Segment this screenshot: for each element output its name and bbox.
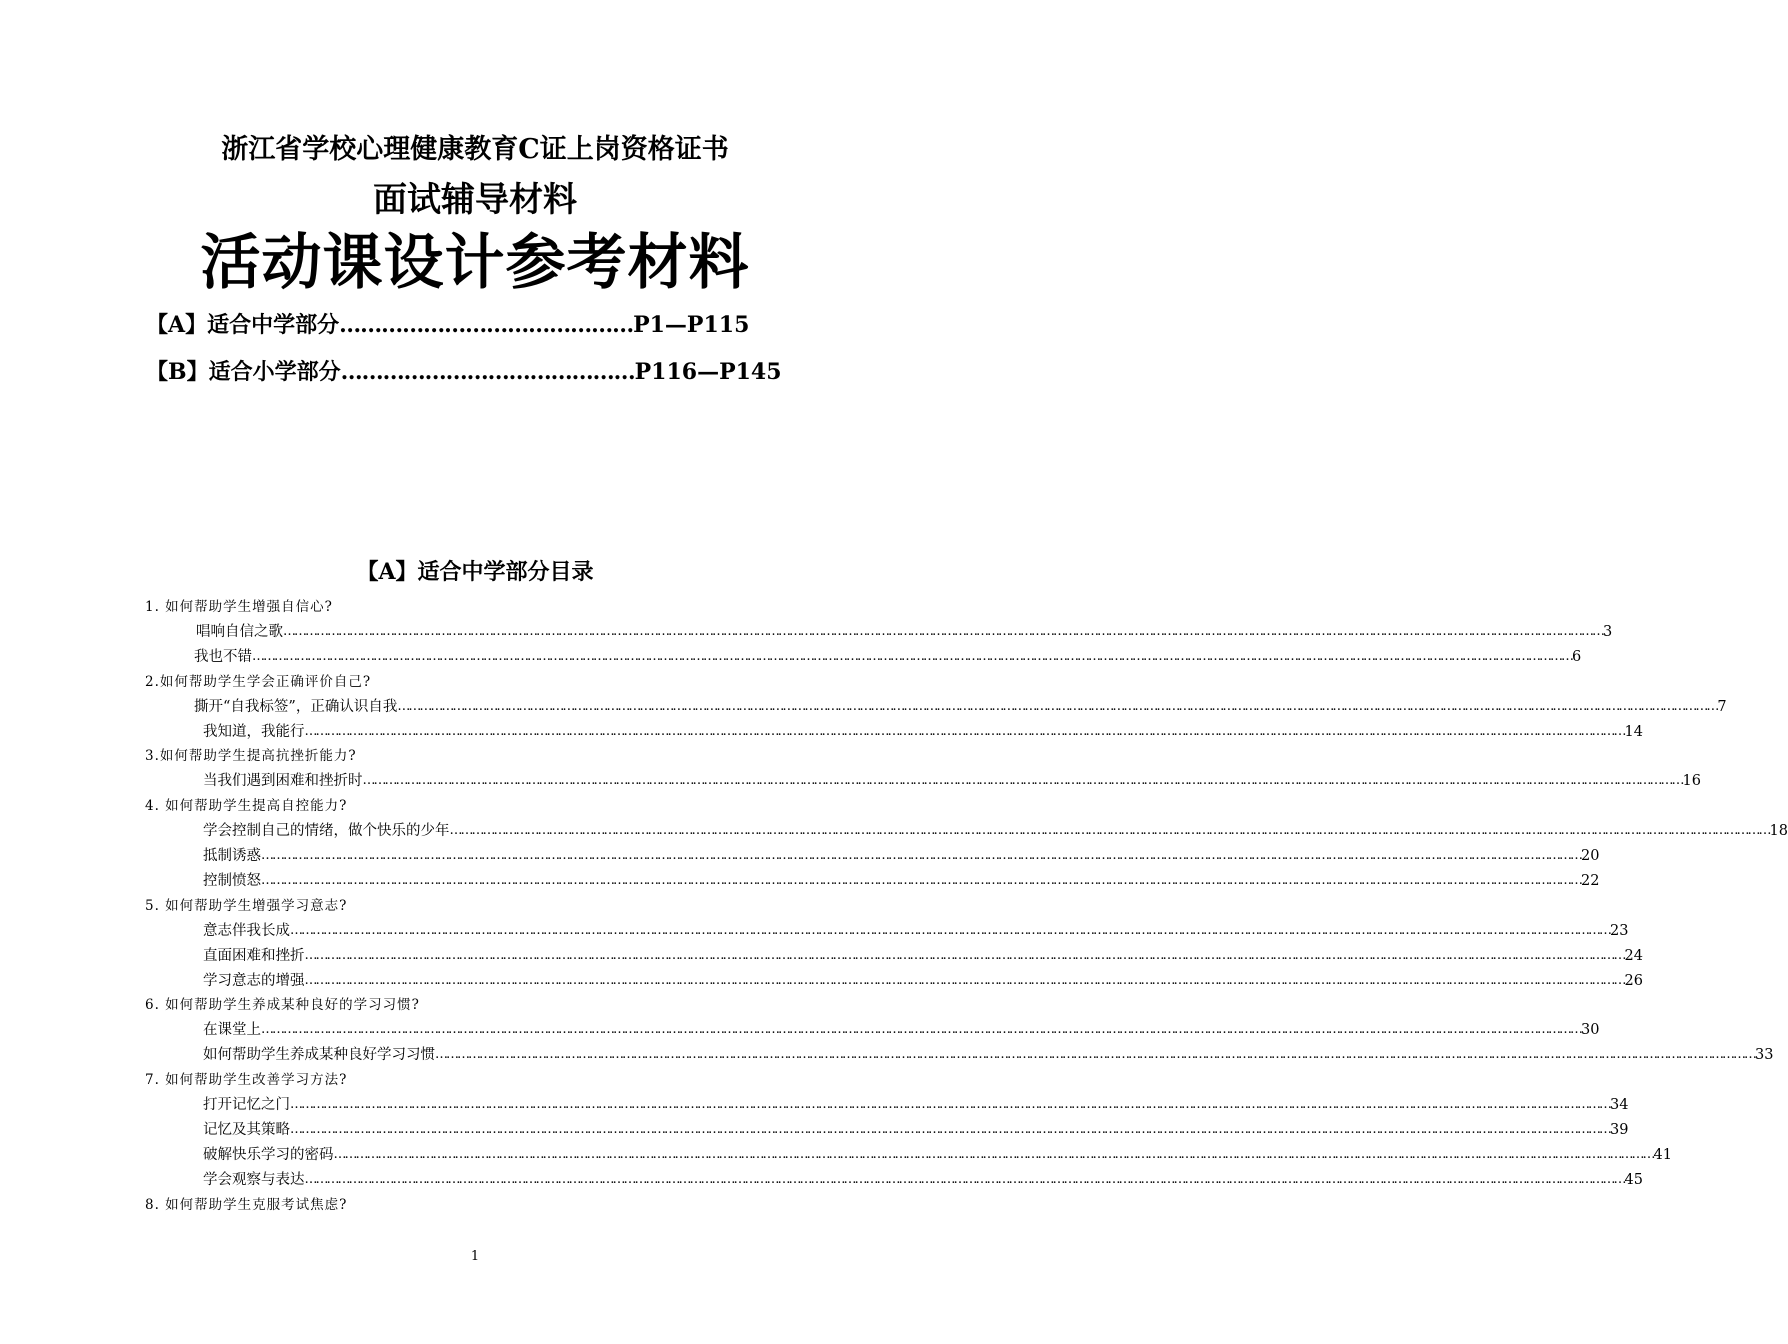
toc-entry-page: 24 <box>1624 948 1643 964</box>
page-number: 1 <box>470 1249 480 1264</box>
toc-dot-leader: ……………………………………………………………………………………………………………………………………………………………………………………………………………………………………………………………………………………………………………………………… <box>261 1022 1581 1037</box>
toc-entry-page: 7 <box>1717 699 1727 715</box>
toc-entry-page: 39 <box>1610 1122 1629 1138</box>
toc-entry[interactable] <box>203 971 1643 991</box>
part-a-range: P1—P115 <box>633 312 750 338</box>
toc-entry-title: 唱响自信之歌 <box>196 624 283 640</box>
part-a-leader: …………………………………… <box>339 312 634 338</box>
toc-entry-page: 3 <box>1603 624 1613 640</box>
toc-entry-title: 学会控制自己的情绪，做个快乐的少年 <box>203 823 450 839</box>
toc-entry-title: 打开记忆之门 <box>203 1097 290 1113</box>
toc-entry-page: 16 <box>1682 773 1701 789</box>
document-title-line-1: 浙江省学校心理健康教育C证上岗资格证书 <box>221 134 729 165</box>
toc-entry-title: 控制愤怒 <box>203 873 261 889</box>
toc-dot-leader: ……………………………………………………………………………………………………………………………………………………………………………………………………………………………………………………………………………………………………………………………… <box>304 948 1625 963</box>
toc-entry[interactable] <box>203 921 1629 941</box>
toc-entry[interactable] <box>203 1170 1643 1190</box>
toc-entry-title: 当我们遇到困难和挫折时 <box>203 773 363 789</box>
toc-entry-page: 41 <box>1653 1147 1672 1163</box>
toc-question: 2.如何帮助学生学会正确评价自己? <box>145 674 372 690</box>
toc-question: 4. 如何帮助学生提高自控能力? <box>145 798 348 814</box>
toc-dot-leader: ……………………………………………………………………………………………………………………………………………………………………………………………………………………………………………………………………………………………………………………………… <box>304 1172 1625 1187</box>
toc-entry[interactable] <box>203 946 1643 966</box>
toc-dot-leader: ……………………………………………………………………………………………………………………………………………………………………………………………………………………………………………………………………………………………………………………………… <box>435 1047 1755 1062</box>
toc-entry-page: 23 <box>1610 923 1629 939</box>
document-title-line-2: 面试辅导材料 <box>373 180 577 220</box>
toc-entry-title: 如何帮助学生养成某种良好学习习惯 <box>203 1047 435 1063</box>
toc-entry-title: 抵制诱惑 <box>203 848 261 864</box>
toc-entry-title: 记忆及其策略 <box>203 1122 290 1138</box>
toc-dot-leader: ……………………………………………………………………………………………………………………………………………………………………………………………………………………………………………………………………………………………………………………………… <box>397 699 1718 714</box>
part-a-line <box>146 310 749 340</box>
toc-dot-leader: ……………………………………………………………………………………………………………………………………………………………………………………………………………………………………………………………………………………………………………………………… <box>449 823 1770 838</box>
toc-question: 5. 如何帮助学生增强学习意志? <box>145 898 348 914</box>
toc-dot-leader: ……………………………………………………………………………………………………………………………………………………………………………………………………………………………………………………………………………………………………………………………… <box>261 873 1581 888</box>
toc-entry[interactable] <box>203 722 1643 742</box>
toc-dot-leader: ……………………………………………………………………………………………………………………………………………………………………………………………………………………………………………………………………………………………………………………………… <box>283 624 1603 639</box>
toc-entry-page: 6 <box>1572 649 1582 665</box>
toc-entry-title: 直面困难和挫折 <box>203 948 305 964</box>
toc-dot-leader: ……………………………………………………………………………………………………………………………………………………………………………………………………………………………………………………………………………………………………………………………… <box>261 848 1581 863</box>
toc-entry-page: 18 <box>1769 823 1788 839</box>
toc-entry-page: 30 <box>1581 1022 1600 1038</box>
toc-entry-title: 我知道，我能行 <box>203 724 305 740</box>
toc-dot-leader: ……………………………………………………………………………………………………………………………………………………………………………………………………………………………………………………………………………………………………………………………… <box>290 923 1610 938</box>
toc-entry-title: 破解快乐学习的密码 <box>203 1147 334 1163</box>
toc-entry-title: 撕开“自我标签”，正确认识自我 <box>194 699 398 715</box>
toc-entry-page: 22 <box>1581 873 1600 889</box>
toc-entry-title: 学会观察与表达 <box>203 1172 305 1188</box>
toc-entry[interactable] <box>203 1120 1629 1140</box>
toc-dot-leader: ……………………………………………………………………………………………………………………………………………………………………………………………………………………………………………………………………………………………………………………………… <box>290 1097 1610 1112</box>
toc-entry-title: 我也不错 <box>194 649 252 665</box>
toc-question: 8. 如何帮助学生克服考试焦虑? <box>145 1197 348 1213</box>
toc-entry-page: 14 <box>1624 724 1643 740</box>
toc-entry-page: 34 <box>1610 1097 1629 1113</box>
toc-entry[interactable] <box>203 846 1600 866</box>
toc-entry-title: 意志伴我长成 <box>203 923 290 939</box>
toc-question: 6. 如何帮助学生养成某种良好的学习习惯? <box>145 997 420 1013</box>
toc-entry[interactable] <box>203 871 1600 891</box>
toc-dot-leader: ……………………………………………………………………………………………………………………………………………………………………………………………………………………………………………………………………………………………………………………………… <box>252 649 1572 664</box>
toc-entry[interactable] <box>203 1020 1600 1040</box>
toc-entry[interactable] <box>203 821 1788 841</box>
toc-entry-page: 45 <box>1624 1172 1643 1188</box>
toc-dot-leader: ……………………………………………………………………………………………………………………………………………………………………………………………………………………………………………………………………………………………………………………………… <box>362 773 1683 788</box>
part-b-leader: …………………………………… <box>340 359 635 385</box>
toc-dot-leader: ……………………………………………………………………………………………………………………………………………………………………………………………………………………………………………………………………………………………………………………………… <box>290 1122 1610 1137</box>
toc-entry-page: 33 <box>1755 1047 1774 1063</box>
toc-question: 1. 如何帮助学生增强自信心? <box>145 599 333 615</box>
toc-entry[interactable] <box>194 647 1582 667</box>
toc-dot-leader: ……………………………………………………………………………………………………………………………………………………………………………………………………………………………………………………………………………………………………………………………… <box>333 1147 1654 1162</box>
toc-entry[interactable] <box>203 1145 1672 1165</box>
toc-question: 3.如何帮助学生提高抗挫折能力? <box>145 748 357 764</box>
toc-entry-title: 在课堂上 <box>203 1022 261 1038</box>
part-b-range: P116—P145 <box>634 359 782 385</box>
part-b-label: 【B】适合小学部分 <box>146 359 341 385</box>
toc-entry-title: 学习意志的增强 <box>203 973 305 989</box>
toc-entry[interactable] <box>196 622 1613 642</box>
part-b-line <box>146 357 782 387</box>
toc-entry[interactable] <box>203 771 1701 791</box>
toc-question: 7. 如何帮助学生改善学习方法? <box>145 1072 348 1088</box>
toc-entry[interactable] <box>203 1095 1629 1115</box>
part-a-label: 【A】适合中学部分 <box>146 312 340 338</box>
toc-entry[interactable] <box>194 697 1727 717</box>
toc-dot-leader: ……………………………………………………………………………………………………………………………………………………………………………………………………………………………………………………………………………………………………………………………… <box>304 724 1625 739</box>
toc-entry[interactable] <box>203 1045 1774 1065</box>
toc-heading: 【A】适合中学部分目录 <box>356 559 594 585</box>
toc-entry-page: 20 <box>1581 848 1600 864</box>
toc-entry-page: 26 <box>1624 973 1643 989</box>
document-main-title: 活动课设计参考材料 <box>200 228 750 298</box>
toc-dot-leader: ……………………………………………………………………………………………………………………………………………………………………………………………………………………………………………………………………………………………………………………………… <box>304 973 1625 988</box>
